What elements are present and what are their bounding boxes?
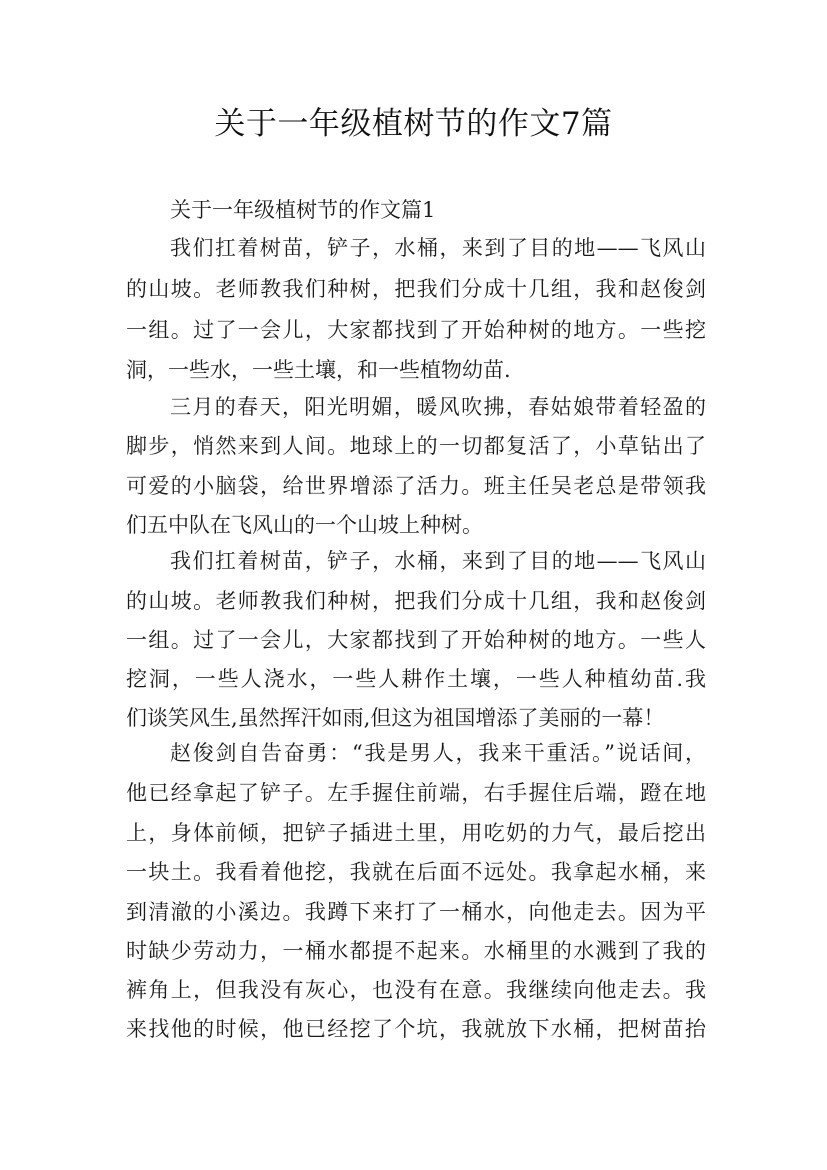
paragraph-line: 洞，一些水，一些土壤，和一些植物幼苗. [126,358,511,382]
paragraph-line: 一组。过了一会儿，大家都找到了开始种树的地方。一些人 [126,628,706,652]
paragraph-line: 们谈笑风生,虽然挥汗如雨,但这为祖国增添了美丽的一幕！ [126,706,665,730]
paragraph-line: 我们扛着树苗，铲子，水桶，来到了目的地——飞风山 [170,549,706,573]
paragraph-line: 裤角上，但我没有灰心，也没有在意。我继续向他走去。我 [126,978,706,1002]
paragraph-line: 的山坡。老师教我们种树，把我们分成十几组，我和赵俊剑 [126,589,706,613]
paragraph-line: 到清澈的小溪边。我蹲下来打了一桶水，向他走去。因为平 [126,900,706,924]
paragraph-line: 一组。过了一会儿，大家都找到了开始种树的地方。一些挖 [126,318,706,342]
document-title: 关于一年级植树节的作文7篇 [214,106,613,142]
paragraph-line: 们五中队在飞风山的一个山坡上种树。 [126,513,483,537]
paragraph-line: 的山坡。老师教我们种树，把我们分成十几组，我和赵俊剑 [126,277,706,301]
paragraph-line: 三月的春天，阳光明媚，暖风吹拂，春姑娘带着轻盈的 [170,395,706,419]
section-heading: 关于一年级植树节的作文篇1 [170,198,436,222]
paragraph-line: 脚步，悄然来到人间。地球上的一切都复活了，小草钻出了 [126,434,706,458]
paragraph-line: 我们扛着树苗，铲子，水桶，来到了目的地——飞风山 [170,236,706,260]
paragraph-line: 上，身体前倾，把铲子插进土里，用吃奶的力气，最后挖出 [126,821,706,845]
paragraph-line: 赵俊剑自告奋勇：“我是男人，我来干重活。”说话间， [170,741,706,765]
paragraph-line: 时缺少劳动力，一桶水都提不起来。水桶里的水溅到了我的 [126,939,706,963]
paragraph-line: 来找他的时候，他已经挖了个坑，我就放下水桶，把树苗抬 [126,1017,706,1041]
paragraph-line: 可爱的小脑袋，给世界增添了活力。班主任吴老总是带领我 [126,474,706,498]
paragraph-line: 挖洞，一些人浇水，一些人耕作土壤，一些人种植幼苗.我 [126,667,706,691]
paragraph-line: 他已经拿起了铲子。左手握住前端，右手握住后端，蹬在地 [126,781,706,805]
paragraph-line: 一块土。我看着他挖，我就在后面不远处。我拿起水桶，来 [126,860,706,884]
